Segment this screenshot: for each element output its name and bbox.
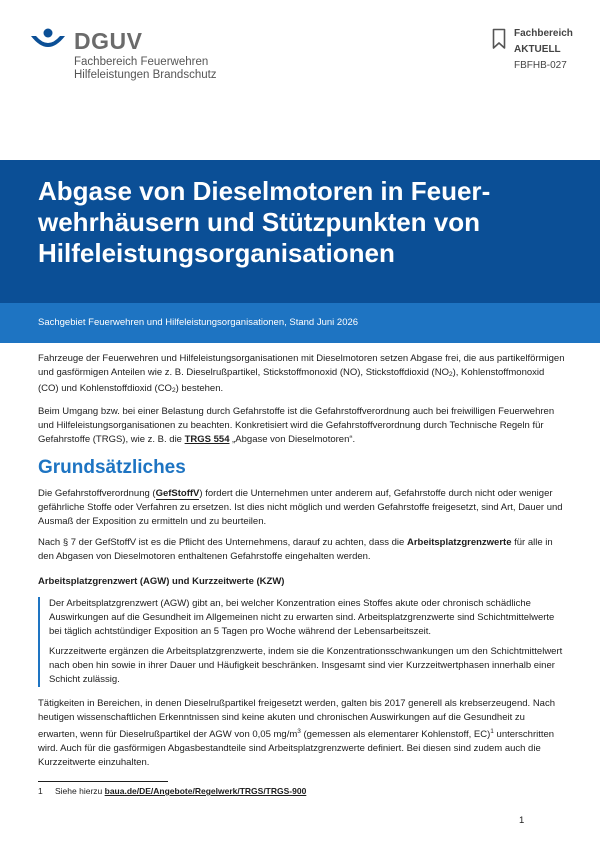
header [0, 0, 600, 160]
footnote [38, 786, 306, 796]
page-number: 1 [519, 815, 525, 826]
section-heading: Grundsätzliches [38, 457, 186, 478]
logo-subtitle [74, 56, 294, 82]
logo-subtitle-line: Hilfeleistungen Brandschutz [74, 69, 217, 81]
intro-paragraph: Fahrzeuge der Feuerwehren und Hilfeleistungsorganisationen mit Dieselmotoren setzen Abgase frei, die aus partikelförmigen und gasförmigen Anteilen wie z. B. Dieselrußpartikel, Stickstoffmonoxid (NO), Stickstoffdioxid $(NO_2)$, Kohlenstoffmonoxid (CO) und Kohlenstoffdioxid $(CO_2)$ bestehen. [38, 353, 565, 394]
baua-link[interactable]: baua.de/DE/Angebote/Regelwerk/TRGS/TRGS-900 [104, 786, 307, 796]
section-paragraph: Nach § 7 der GefStoffV ist es die Pflicht des Unternehmens, darauf zu achten, dass die Arbeitsplatzgrenzwerte für alle in den Abgasen von Dieselmotoren enthaltenen Gefahrstoffe eingehalten werden. [38, 537, 553, 562]
logo-wordmark: DGUV [74, 28, 143, 54]
section-paragraph: Tätigkeiten in Bereichen, in denen Dieselrußpartikel freigesetzt werden, galten bis 2017 generell als krebserzeugend. Nach heutigen wissenschaftlichen Erkenntnissen sind keine akuten und chronischen Auswirkungen auf die Gesundheit zu erwarten, wenn für Dieselrußpartikel der AGW von 0,05 $mg/m^3$ (gemessen als elementarer Kohlenstoff, EC)$^1$ unterschritten wird. Auch für die gasförmigen Abgasbestandteile sind Arbeitsplatzgrenzwerte definiert. Bei diesen sind zudem auch die Kurzzeitwerte einzuhalten. [38, 698, 555, 768]
page-title: Abgase von Dieselmotoren in Feuerwehrhäusern und Stützpunkten von Hilfeleistungsorganisationen [38, 176, 491, 268]
agw-term: Arbeitsplatzgrenzwerte [406, 537, 512, 548]
subsection-heading: Arbeitsplatzgrenzwert (AGW) und Kurzzeitwerte (KZW) [38, 576, 285, 587]
footnote-text: Siehe hierzu [55, 786, 105, 796]
gefstoffv-link[interactable]: GefStoffV [155, 488, 200, 499]
trgs-554-link[interactable]: TRGS 554 [184, 434, 230, 445]
info-box [38, 597, 565, 687]
footnote-ref[interactable]: 1 [490, 728, 494, 735]
bookmark-icon [492, 28, 506, 50]
logo-subtitle-line: Fachbereich Feuerwehren [74, 56, 209, 68]
page-subtitle: Sachgebiet Feuerwehren und Hilfeleistungsorganisationen, Stand Juni 2026 [38, 317, 359, 328]
title-banner [0, 160, 600, 303]
section-paragraph: Die Gefahrstoffverordnung (GefStoffV) fordert die Unternehmen unter anderem auf, Gefahrstoffe durch nicht oder weniger gefährliche Stoffe oder Verfahren zu ersetzen. Ist dies nicht möglich und werden Gefahrstoffe freigesetzt, sind Art, Dauer und Ausmaß der Exposition zu ermitteln und zu beurteilen. [38, 488, 563, 527]
footnote-number: 1 [38, 786, 43, 796]
main-content [38, 352, 565, 777]
footnote-divider [38, 781, 168, 782]
subtitle-bar [0, 303, 600, 343]
fb-category: Fachbereich [514, 28, 573, 39]
dguv-logo-icon [30, 28, 66, 52]
fb-type: AKTUELL [514, 44, 561, 55]
info-paragraph: Kurzzeitwerte ergänzen die Arbeitsplatzgrenzwerte, indem sie die Konzentrationsschwankungen um den Schichtmittelwert nach oben hin sowie in ihrer Dauer und Häufigkeit beschränken. Insgesamt sind vier Kurzzeitwertphasen innerhalb einer Schicht zulässig. [49, 646, 563, 685]
info-paragraph: Der Arbeitsplatzgrenzwert (AGW) gibt an, bei welcher Konzentration eines Stoffes akute oder chronisch schädliche Auswirkungen auf die Gesundheit im Allgemeinen nicht zu erwarten sind. Arbeitsplatzgrenzwerte sind Schichtmittelwerte bei täglich achtstündiger Exposition an 5 Tagen pro Woche während der Lebensarbeitszeit. [49, 598, 555, 637]
intro-paragraph: Beim Umgang bzw. bei einer Belastung durch Gefahrstoffe ist die Gefahrstoffverordnung auch bei freiwilligen Feuerwehren und Hilfeleistungsorganisationen zu beachten. Konkretisiert wird die Gefahrstoffverordnung durch Technische Regeln für Gefahrstoffe (TRGS), wie z. B. die TRGS 554 „Abgase von Dieselmotoren“. [38, 406, 555, 445]
fb-number: FBFHB-027 [514, 60, 567, 71]
